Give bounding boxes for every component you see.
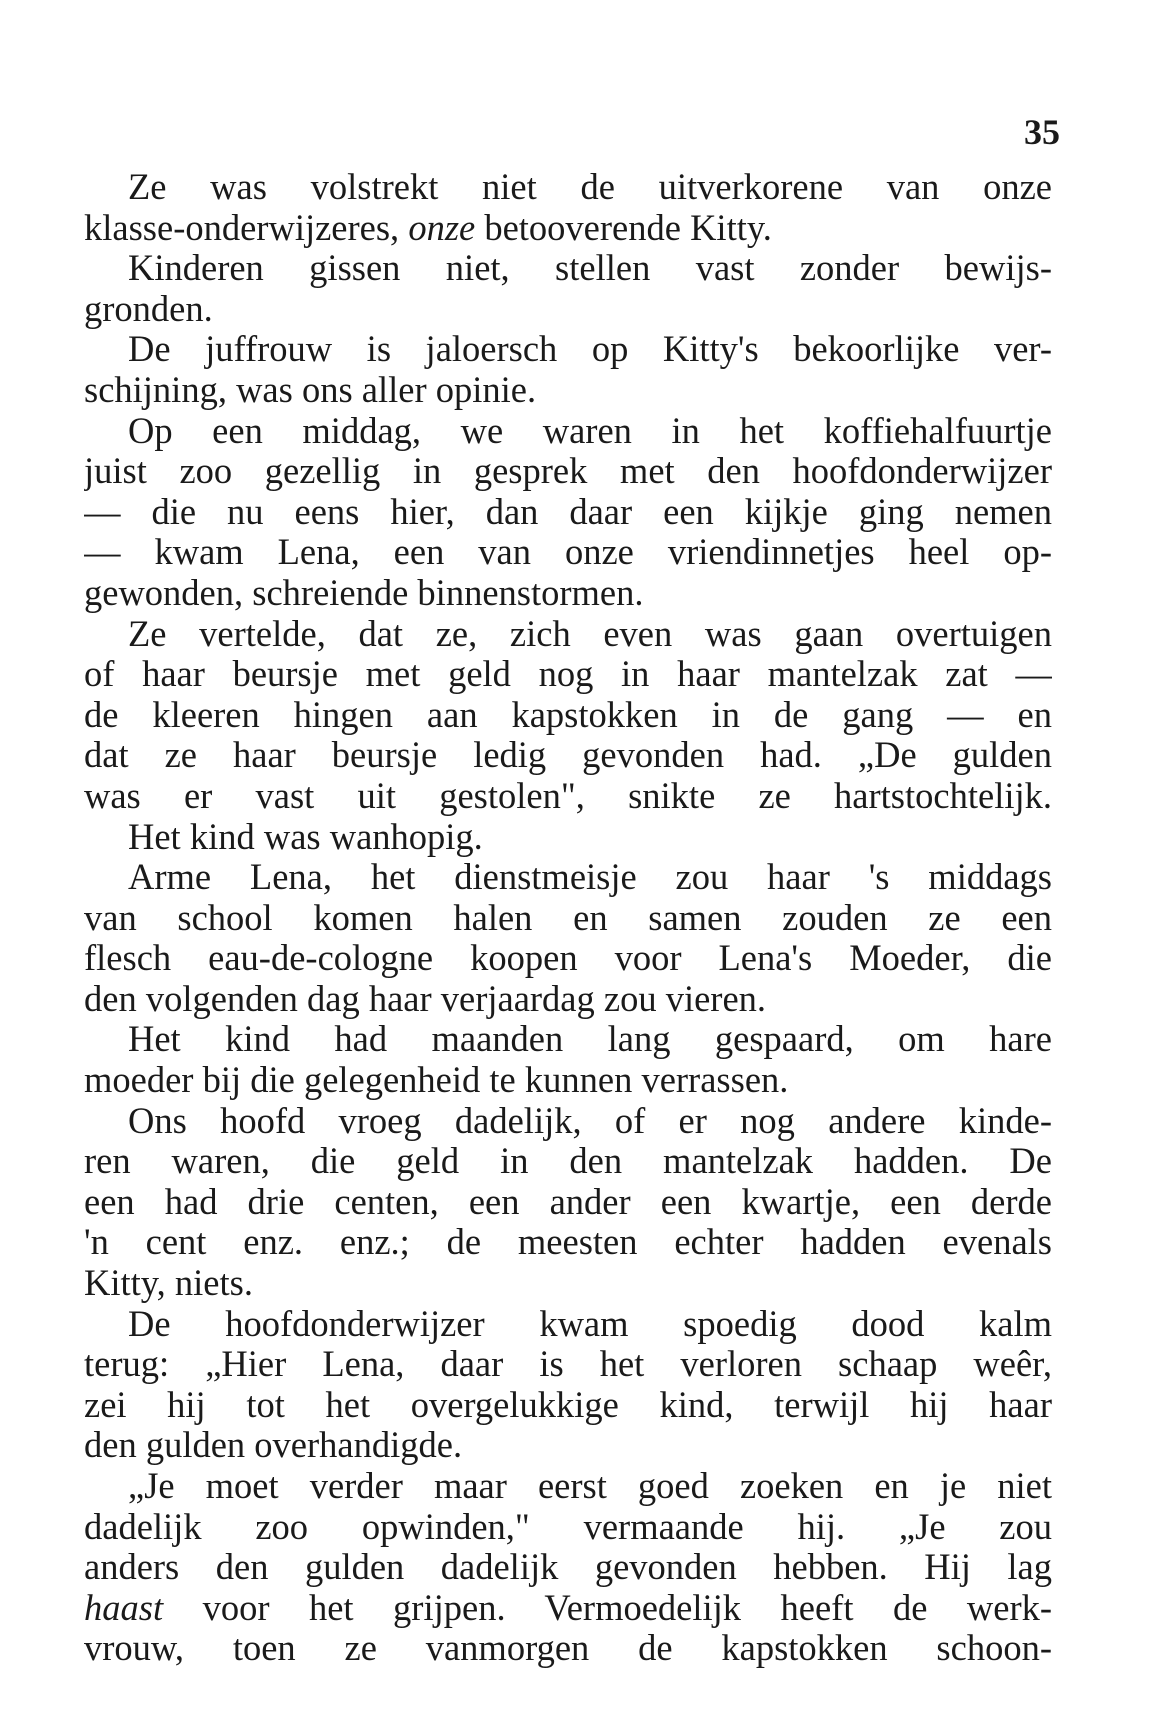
- text-line: [84, 817, 1052, 858]
- text-span: de kleeren hingen aan kapstokken in de gang — en: [84, 694, 1052, 735]
- text-line: [84, 167, 1052, 208]
- text-line: [84, 1344, 1052, 1385]
- text-span: juist zoo gezellig in gesprek met den hoofdonderwijzer: [84, 451, 1052, 492]
- text-line: [84, 654, 1052, 695]
- text-span: was er vast uit gestolen", snikte ze hartstochtelijk.: [84, 775, 1052, 816]
- text-line: [84, 532, 1052, 573]
- text-line: [84, 208, 1052, 249]
- text-line: [84, 1304, 1052, 1345]
- text-line: [84, 248, 1052, 289]
- text-line: [84, 1060, 1052, 1101]
- text-line: [84, 573, 1052, 614]
- text-line: [84, 1628, 1052, 1669]
- text-line: [84, 1466, 1052, 1507]
- text-span: dadelijk zoo opwinden," vermaande hij. „Je zou: [84, 1506, 1052, 1547]
- text-line: [84, 289, 1052, 330]
- text-line: [84, 1222, 1052, 1263]
- text-span: anders den gulden dadelijk gevonden hebben. Hij lag: [84, 1547, 1052, 1588]
- text-line: [84, 1263, 1052, 1304]
- text-span: gewonden, schreiende binnenstormen.: [84, 572, 644, 613]
- text-line: [84, 492, 1052, 533]
- text-span: moeder bij die gelegenheid te kunnen verrassen.: [84, 1060, 789, 1101]
- text-span: De hoofdonderwijzer kwam spoedig dood kalm: [128, 1303, 1052, 1344]
- text-line: [84, 776, 1052, 817]
- text-line: [84, 451, 1052, 492]
- text-span: Ze was volstrekt niet de uitverkorene van onze: [128, 167, 1052, 207]
- text-span: voor het grijpen. Vermoedelijk heeft de werk-: [163, 1587, 1052, 1628]
- text-line: [84, 695, 1052, 736]
- text-line: [84, 735, 1052, 776]
- text-line: [84, 1019, 1052, 1060]
- text-span: Arme Lena, het dienstmeisje zou haar 's middags: [128, 857, 1052, 898]
- text-span: flesch eau-de-cologne koopen voor Lena's Moeder, die: [84, 938, 1052, 979]
- text-span: betooverende Kitty.: [475, 207, 772, 248]
- text-line: [84, 898, 1052, 939]
- text-span: — kwam Lena, een van onze vriendinnetjes heel op-: [84, 532, 1052, 573]
- text-span: zei hij tot het overgelukkige kind, terwijl hij haar: [84, 1384, 1052, 1425]
- text-span: gronden.: [84, 288, 213, 329]
- text-span: den volgenden dag haar verjaardag zou vieren.: [84, 978, 767, 1019]
- page-number: 35: [1024, 112, 1060, 152]
- text-span: De juffrouw is jaloersch op Kitty's bekoorlijke ver-: [128, 329, 1052, 370]
- text-span: klasse-onderwijzeres,: [84, 207, 409, 248]
- text-line: [84, 1425, 1052, 1466]
- text-line: [84, 857, 1052, 898]
- text-span: 'n cent enz. enz.; de meesten echter hadden evenals: [84, 1222, 1052, 1263]
- text-span: van school komen halen en samen zouden ze een: [84, 897, 1052, 938]
- text-line: [84, 614, 1052, 655]
- text-span: schijning, was ons aller opinie.: [84, 369, 537, 410]
- text-span: Het kind had maanden lang gespaard, om hare: [128, 1019, 1052, 1060]
- text-span: Ons hoofd vroeg dadelijk, of er nog andere kinde-: [128, 1100, 1052, 1141]
- text-line: [84, 1547, 1052, 1588]
- text-span: dat ze haar beursje ledig gevonden had. „De gulden: [84, 735, 1052, 776]
- body-text: [84, 167, 1052, 1669]
- text-span: of haar beursje met geld nog in haar mantelzak zat —: [84, 654, 1052, 695]
- text-line: [84, 411, 1052, 452]
- text-line: [84, 1101, 1052, 1142]
- text-line: [84, 979, 1052, 1020]
- text-span: vrouw, toen ze vanmorgen de kapstokken schoon-: [84, 1628, 1052, 1669]
- text-span: „Je moet verder maar eerst goed zoeken en je niet: [128, 1466, 1052, 1506]
- text-line: [84, 329, 1052, 370]
- text-span: Het kind was wanhopig.: [128, 816, 483, 857]
- text-span: Op een middag, we waren in het koffiehalfuurtje: [128, 410, 1052, 451]
- text-line: [84, 370, 1052, 411]
- text-span: Kinderen gissen niet, stellen vast zonder bewijs-: [128, 248, 1052, 289]
- text-line: [84, 1182, 1052, 1223]
- text-span: den gulden overhandigde.: [84, 1425, 463, 1466]
- text-span: ren waren, die geld in den mantelzak hadden. De: [84, 1141, 1052, 1182]
- text-line: [84, 1141, 1052, 1182]
- italic-text: onze: [408, 207, 476, 248]
- italic-text: haast: [84, 1587, 164, 1628]
- text-line: [84, 938, 1052, 979]
- text-span: — die nu eens hier, dan daar een kijkje ging nemen: [84, 491, 1052, 532]
- text-line: [84, 1385, 1052, 1426]
- text-line: [84, 1588, 1052, 1629]
- text-line: [84, 1507, 1052, 1548]
- text-span: Ze vertelde, dat ze, zich even was gaan overtuigen: [128, 613, 1052, 654]
- text-span: een had drie centen, een ander een kwartje, een derde: [84, 1181, 1052, 1222]
- text-span: terug: „Hier Lena, daar is het verloren schaap weêr,: [84, 1344, 1052, 1385]
- text-span: Kitty, niets.: [84, 1263, 253, 1304]
